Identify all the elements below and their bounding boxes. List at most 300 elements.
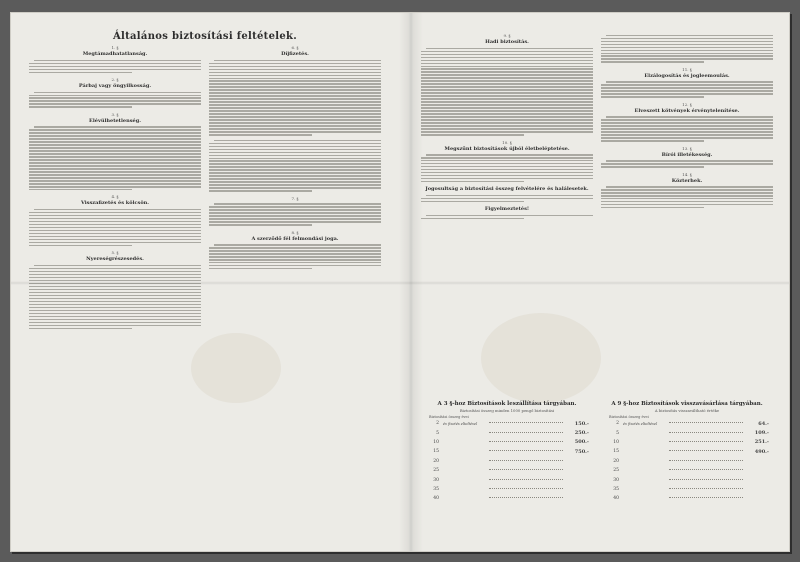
section-number: 14. § xyxy=(682,171,692,177)
body-text-line xyxy=(29,156,201,157)
section xyxy=(29,77,201,108)
body-text-line xyxy=(421,110,593,111)
section-title: Figyelmeztetés! xyxy=(484,206,530,213)
row-year: 20 xyxy=(613,458,619,464)
row-leader-dots xyxy=(669,488,743,489)
table-row xyxy=(421,438,593,447)
row-value: 251.- xyxy=(754,439,769,446)
body-text-line xyxy=(209,101,381,102)
body-text-line xyxy=(601,195,773,196)
section xyxy=(421,186,593,202)
body-text-line xyxy=(29,316,201,317)
body-text-line xyxy=(601,134,773,135)
body-text-line xyxy=(29,322,201,323)
table-row xyxy=(601,419,773,428)
body-text-line xyxy=(209,63,381,64)
body-text-line xyxy=(209,172,381,173)
row-value: 64.- xyxy=(758,420,769,427)
body-text-line xyxy=(29,72,132,73)
value-tables xyxy=(421,401,773,543)
body-text-line xyxy=(601,55,773,56)
row-value: 490.- xyxy=(754,448,769,455)
body-text-line xyxy=(209,155,381,156)
row-leader-dots xyxy=(489,469,563,470)
section xyxy=(209,45,381,136)
body-text-line xyxy=(29,150,201,151)
row-year: 15 xyxy=(613,449,619,455)
body-text-line xyxy=(209,265,381,266)
body-text-line xyxy=(29,245,132,246)
body-text-line xyxy=(29,313,201,314)
body-text-line xyxy=(421,107,593,108)
section xyxy=(601,146,773,168)
body-text-line xyxy=(421,74,593,75)
body-text-line xyxy=(29,233,201,234)
row-leader-dots xyxy=(489,441,563,442)
section-title: Elévülhetetlenség. xyxy=(89,117,141,124)
body-text-line xyxy=(209,75,381,76)
body-text-line xyxy=(29,97,201,98)
body-text-line xyxy=(421,163,593,164)
table-row xyxy=(421,419,593,428)
row-leader-dots xyxy=(489,497,563,498)
body-text-line xyxy=(209,80,381,81)
body-text-line xyxy=(209,206,381,207)
section-title: Bírói illetékesség. xyxy=(661,151,713,158)
body-text-line xyxy=(209,181,381,182)
body-text-line xyxy=(214,244,381,245)
table-row xyxy=(601,494,773,503)
body-text-line xyxy=(601,140,704,141)
body-text-line xyxy=(421,66,593,67)
body-text-line xyxy=(601,125,773,126)
right-column-2 xyxy=(601,33,773,373)
body-text-line xyxy=(209,152,381,153)
body-text-line xyxy=(421,54,593,55)
body-text-line xyxy=(421,68,593,69)
row-year: 25 xyxy=(613,468,619,474)
row-year: 40 xyxy=(613,496,619,502)
left-columns xyxy=(29,45,381,543)
section-title: A szerződő fél felmondási joga. xyxy=(251,235,339,242)
body-text-line xyxy=(606,35,773,36)
section-number: 5. § xyxy=(111,250,119,256)
table-row xyxy=(421,457,593,466)
body-text-line xyxy=(29,298,201,299)
body-text-line xyxy=(209,125,381,126)
row-value: 250.- xyxy=(574,430,589,437)
reduction-table xyxy=(421,401,593,543)
left-column-1 xyxy=(29,45,201,543)
body-text-line xyxy=(421,86,593,87)
body-text-line xyxy=(209,184,381,185)
body-text-line xyxy=(29,177,201,178)
body-text-line xyxy=(421,218,524,219)
body-text-line xyxy=(29,221,201,222)
body-text-line xyxy=(29,242,201,243)
section-title: Elzálogosítás és jogleemoulás. xyxy=(644,72,730,79)
body-text-line xyxy=(29,153,201,154)
body-text-line xyxy=(421,172,593,173)
table-title: A 9 §-hoz Biztosítások visszavásárlása tárgyában. xyxy=(611,401,763,407)
body-text-line xyxy=(601,41,773,42)
body-text-line xyxy=(29,236,201,237)
section-number: 6. § xyxy=(291,45,299,50)
section xyxy=(209,230,381,270)
document-title: Általános biztosítási feltételek. xyxy=(112,31,298,42)
row-year: 2 xyxy=(616,421,619,427)
body-text-line xyxy=(29,138,201,139)
row-leader-dots xyxy=(669,469,743,470)
row-leader-dots xyxy=(489,450,563,451)
body-text-line xyxy=(29,95,201,96)
body-text-line xyxy=(421,157,593,158)
body-text-line xyxy=(601,163,773,164)
section-number: 9. § xyxy=(503,33,511,38)
right-columns xyxy=(421,33,773,373)
body-text-line xyxy=(601,166,704,167)
row-year: 25 xyxy=(433,468,439,474)
body-text-line xyxy=(421,198,593,199)
body-text-line xyxy=(601,128,773,129)
row-year: 20 xyxy=(433,458,439,464)
body-text-line xyxy=(209,256,381,257)
row-leader-dots xyxy=(669,497,743,498)
body-text-line xyxy=(29,165,201,166)
body-text-line xyxy=(29,103,201,104)
body-text-line xyxy=(29,212,201,213)
body-text-line xyxy=(426,154,593,155)
body-text-line xyxy=(34,265,201,266)
body-text-line xyxy=(29,180,201,181)
body-text-line xyxy=(29,301,201,302)
body-text-line xyxy=(421,101,593,102)
body-text-line xyxy=(29,186,201,187)
body-text-line xyxy=(29,239,201,240)
table-row xyxy=(601,457,773,466)
body-text-line xyxy=(29,304,201,305)
section xyxy=(601,102,773,142)
body-text-line xyxy=(209,190,312,191)
row-leader-dots xyxy=(489,460,563,461)
section xyxy=(29,112,201,191)
table-header-left: Biztosítási összeg évei xyxy=(429,415,469,419)
body-text-line xyxy=(209,119,381,120)
body-text-line xyxy=(421,166,593,167)
body-text-line xyxy=(29,310,201,311)
row-value: 109.- xyxy=(754,430,769,437)
body-text-line xyxy=(209,128,381,129)
body-text-line xyxy=(29,328,132,329)
body-text-line xyxy=(29,295,201,296)
body-text-line xyxy=(421,169,593,170)
body-text-line xyxy=(209,163,381,164)
body-text-line xyxy=(601,131,773,132)
body-text-line xyxy=(601,87,773,88)
section-title: Elveszett kötvények érvénytelenítése. xyxy=(634,107,740,114)
body-text-line xyxy=(209,66,381,67)
body-text-line xyxy=(209,175,381,176)
body-text-line xyxy=(209,178,381,179)
body-text-line xyxy=(421,125,593,126)
document-sheet xyxy=(10,12,790,552)
body-text-line xyxy=(601,47,773,48)
table-row xyxy=(421,494,593,503)
body-text-line xyxy=(421,51,593,52)
body-text-line xyxy=(601,189,773,190)
table-row xyxy=(601,447,773,456)
body-text-line xyxy=(29,227,201,228)
body-text-line xyxy=(29,289,201,290)
section-title: Hadi biztosítás. xyxy=(485,39,529,45)
body-text-line xyxy=(29,141,201,142)
body-text-line xyxy=(209,134,312,135)
table-row xyxy=(601,485,773,494)
body-text-line xyxy=(209,187,381,188)
body-text-line xyxy=(29,69,201,70)
body-text-line xyxy=(209,215,381,216)
body-text-line xyxy=(209,110,381,111)
body-text-line xyxy=(29,106,132,107)
row-value: 750.- xyxy=(574,448,589,455)
body-text-line xyxy=(29,189,132,190)
body-text-line xyxy=(601,122,773,123)
section xyxy=(601,172,773,209)
body-text-line xyxy=(29,319,201,320)
row-label: év fizetés elteltével xyxy=(443,421,478,426)
body-text-line xyxy=(421,89,593,90)
body-text-line xyxy=(209,143,381,144)
table-row xyxy=(601,475,773,484)
right-page xyxy=(421,21,773,543)
body-text-line xyxy=(421,113,593,114)
body-text-line xyxy=(421,116,593,117)
row-value: 500.- xyxy=(574,439,589,446)
body-text-line xyxy=(29,168,201,169)
left-column-2 xyxy=(209,45,381,543)
section xyxy=(421,206,593,219)
row-value: 150.- xyxy=(574,420,589,427)
body-text-line xyxy=(601,201,773,202)
body-text-line xyxy=(421,119,593,120)
body-text-line xyxy=(29,174,201,175)
row-year: 15 xyxy=(433,449,439,455)
section-number: 12. § xyxy=(682,101,692,107)
body-text-line xyxy=(601,204,773,205)
body-text-line xyxy=(426,48,593,49)
section-title: Párbaj vagy öngyilkosság. xyxy=(78,82,152,89)
body-text-line xyxy=(29,274,201,275)
row-leader-dots xyxy=(669,479,743,480)
table-subtitle: A biztosítás visszaváltható értéke xyxy=(654,408,720,413)
section-title: Jogosultság a biztosítási összeg felvételére és halálesetek. xyxy=(425,186,589,193)
body-text-line xyxy=(601,192,773,193)
body-text-line xyxy=(29,171,201,172)
body-text-line xyxy=(209,69,381,70)
table-subtitle: Biztosítási összeg minden 1000 pengő biztosítási xyxy=(459,408,555,413)
body-text-line xyxy=(29,218,201,219)
row-leader-dots xyxy=(489,488,563,489)
body-text-line xyxy=(209,221,381,222)
section-number: 10. § xyxy=(502,139,512,145)
body-text-line xyxy=(209,78,381,79)
body-text-line xyxy=(209,146,381,147)
body-text-line xyxy=(421,80,593,81)
body-text-line xyxy=(421,104,593,105)
section-title: Nyereségrészesedés. xyxy=(86,256,144,263)
body-text-line xyxy=(421,60,593,61)
table-row xyxy=(601,466,773,475)
right-column-1 xyxy=(421,33,593,373)
body-text-line xyxy=(426,195,593,196)
section xyxy=(601,35,773,63)
body-text-line xyxy=(209,113,381,114)
row-label: év fizetés elteltével xyxy=(623,421,658,426)
body-text-line xyxy=(209,149,381,150)
body-text-line xyxy=(601,137,773,138)
row-leader-dots xyxy=(489,432,563,433)
body-text-line xyxy=(601,119,773,120)
body-text-line xyxy=(426,215,593,216)
body-text-line xyxy=(214,140,381,141)
body-text-line xyxy=(421,92,593,93)
body-text-line xyxy=(209,104,381,105)
section-title: Közterhek. xyxy=(671,177,703,184)
body-text-line xyxy=(421,181,524,182)
body-text-line xyxy=(209,259,381,260)
body-text-line xyxy=(601,93,773,94)
row-year: 40 xyxy=(433,496,439,502)
body-text-line xyxy=(209,253,381,254)
body-text-line xyxy=(209,166,381,167)
row-leader-dots xyxy=(669,432,743,433)
body-text-line xyxy=(34,209,201,210)
row-year: 10 xyxy=(433,439,439,445)
body-text-line xyxy=(601,90,773,91)
body-text-line xyxy=(29,135,201,136)
row-leader-dots xyxy=(669,460,743,461)
row-year: 2 xyxy=(436,421,439,427)
section xyxy=(421,33,593,136)
section-number: 7. § xyxy=(291,195,299,201)
body-text-line xyxy=(29,63,201,64)
row-leader-dots xyxy=(489,422,563,423)
body-text-line xyxy=(29,129,201,130)
body-text-line xyxy=(209,160,381,161)
table-row xyxy=(421,428,593,437)
body-text-line xyxy=(601,58,773,59)
section-number: 2. § xyxy=(111,76,119,82)
table-title: A 3 §-hoz Biztosítások leszállítása tárgyában. xyxy=(437,401,577,407)
body-text-line xyxy=(209,218,381,219)
body-text-line xyxy=(209,92,381,93)
body-text-line xyxy=(209,262,381,263)
section-number: 8. § xyxy=(291,229,299,235)
body-text-line xyxy=(421,201,524,202)
section xyxy=(29,250,201,329)
row-year: 35 xyxy=(433,486,439,492)
section-title: Megtámadhatatlanság. xyxy=(82,51,148,57)
body-text-line xyxy=(29,162,201,163)
body-text-line xyxy=(421,128,593,129)
row-year: 35 xyxy=(613,486,619,492)
body-text-line xyxy=(606,186,773,187)
body-text-line xyxy=(606,81,773,82)
body-text-line xyxy=(421,122,593,123)
body-text-line xyxy=(29,147,201,148)
row-year: 30 xyxy=(433,477,439,483)
table-header-left: Biztosítási összeg évei xyxy=(609,415,649,419)
body-text-line xyxy=(606,160,773,161)
body-text-line xyxy=(209,247,381,248)
body-text-line xyxy=(421,131,593,132)
body-text-line xyxy=(601,50,773,51)
body-text-line xyxy=(209,107,381,108)
body-text-line xyxy=(606,116,773,117)
body-text-line xyxy=(29,215,201,216)
section-number: 11. § xyxy=(682,66,692,72)
table-row xyxy=(601,438,773,447)
row-leader-dots xyxy=(669,441,743,442)
section-title: Díjfizetés. xyxy=(281,51,309,57)
body-text-line xyxy=(29,230,201,231)
section-number: 3. § xyxy=(111,111,119,117)
section-number: 1. § xyxy=(111,45,119,50)
body-text-line xyxy=(209,158,381,159)
body-text-line xyxy=(421,134,524,135)
body-text-line xyxy=(29,66,201,67)
table-row xyxy=(421,447,593,456)
body-text-line xyxy=(421,57,593,58)
body-text-line xyxy=(34,126,201,127)
row-year: 10 xyxy=(613,439,619,445)
body-text-line xyxy=(34,92,201,93)
body-text-line xyxy=(209,250,381,251)
body-text-line xyxy=(209,209,381,210)
table-row xyxy=(601,428,773,437)
row-year: 5 xyxy=(616,430,619,436)
body-text-line xyxy=(209,224,312,225)
section xyxy=(29,45,201,73)
body-text-line xyxy=(601,198,773,199)
body-text-line xyxy=(29,144,201,145)
surrender-table xyxy=(601,401,773,543)
section-number: 4. § xyxy=(111,194,119,200)
body-text-line xyxy=(601,38,773,39)
body-text-line xyxy=(601,96,704,97)
body-text-line xyxy=(29,292,201,293)
body-text-line xyxy=(209,169,381,170)
row-leader-dots xyxy=(669,422,743,423)
body-text-line xyxy=(421,83,593,84)
body-text-line xyxy=(421,98,593,99)
row-year: 30 xyxy=(613,477,619,483)
section xyxy=(29,194,201,246)
section-title: Megszűnt biztosítások újból életbeléptetése. xyxy=(444,145,570,152)
section-title: Visszafizetés és kölcsön. xyxy=(80,200,150,207)
body-text-line xyxy=(209,131,381,132)
body-text-line xyxy=(209,89,381,90)
body-text-line xyxy=(209,268,312,269)
row-year: 5 xyxy=(436,430,439,436)
body-text-line xyxy=(34,60,201,61)
body-text-line xyxy=(214,203,381,204)
body-text-line xyxy=(209,116,381,117)
body-text-line xyxy=(421,63,593,64)
body-text-line xyxy=(209,86,381,87)
row-leader-dots xyxy=(669,450,743,451)
body-text-line xyxy=(421,175,593,176)
